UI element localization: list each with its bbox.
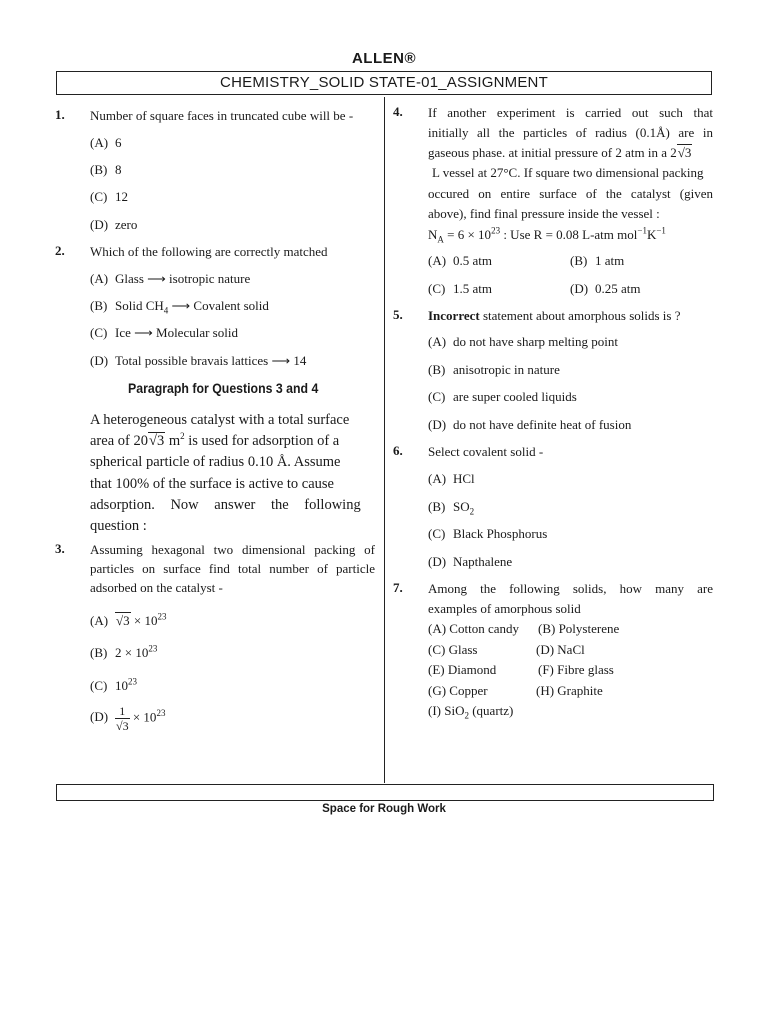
question-text: Select covalent solid - xyxy=(428,444,544,459)
question-line: above), find final pressure inside the vessel : xyxy=(428,206,660,221)
option-c: (C) are super cooled liquids xyxy=(428,389,577,404)
question-number: 5. xyxy=(393,307,403,322)
sqrt-symbol: √3 xyxy=(116,613,130,628)
question-text: Number of square faces in truncated cube will be - xyxy=(90,108,354,123)
question-line: L vessel at 27°C. If square two dimensional packing xyxy=(432,165,704,180)
option-a: (A) Glass ⟶ isotropic nature xyxy=(90,271,251,286)
question-number: 4. xyxy=(393,104,403,119)
option-b: (B) 1 atm xyxy=(570,253,625,268)
option-d: (D) Napthalene xyxy=(428,554,513,569)
fraction: $\frac{1}{√3}$ xyxy=(116,704,129,733)
option-a: (A) HCl xyxy=(428,471,475,486)
option-c: (C) 12 xyxy=(90,189,128,204)
option-b: (B) Solid $CH_4$ ⟶ Covalent solid xyxy=(90,298,269,316)
question-number: 7. xyxy=(393,580,403,595)
list-item: (H) Graphite xyxy=(536,683,603,698)
paragraph-line: question : xyxy=(90,518,147,534)
question-number: 3. xyxy=(55,541,65,556)
option-d: (D) $\frac{1}{√3}$ × $10^{23}$ xyxy=(90,704,166,733)
option-b: (B) 8 xyxy=(90,162,122,177)
option-b: (B) $2 \times 10^{23}$ xyxy=(90,643,158,660)
question-line: If another experiment is carried out such that xyxy=(428,105,713,120)
list-item: (C) Glass xyxy=(428,642,478,657)
question-text: Incorrect statement about amorphous solids is ? xyxy=(428,308,681,323)
question-line: examples of amorphous solid xyxy=(428,601,581,616)
question-line: initially all the particles of radius (0.1Å) are in xyxy=(428,125,713,140)
option-d: (D) 0.25 atm xyxy=(570,281,641,296)
option-c: (C) Black Phosphorus xyxy=(428,526,548,541)
question-number: 1. xyxy=(55,107,65,122)
option-c: (C) Ice ⟶ Molecular solid xyxy=(90,325,238,340)
option-d: (D) Total possible bravais lattices ⟶ 14 xyxy=(90,353,307,368)
list-item: (E) Diamond xyxy=(428,662,497,677)
question-line: gaseous phase. at initial pressure of 2 atm in a 2√3 xyxy=(428,145,692,160)
list-item: (A) Cotton candy xyxy=(428,621,519,636)
option-d: (D) zero xyxy=(90,217,138,232)
paragraph-line: spherical particle of radius 0.10 Å. Assume xyxy=(90,454,341,470)
question-text: Which of the following are correctly matched xyxy=(90,244,328,259)
question-text: Assuming hexagonal two dimensional packing of particles on surface find total number of particle adsorbed on the catalyst - xyxy=(90,542,375,595)
list-item: (G) Copper xyxy=(428,683,488,698)
option-a: (A) 6 xyxy=(90,135,122,150)
option-a: (A) 0.5 atm xyxy=(428,253,492,268)
list-item: (D) NaCl xyxy=(536,642,585,657)
question-number: 6. xyxy=(393,443,403,458)
option-a: (A) $√3 \times 10^{23}$ xyxy=(90,611,167,628)
option-d: (D) do not have definite heat of fusion xyxy=(428,417,632,432)
option-c: (C) $10^{23}$ xyxy=(90,676,137,693)
paragraph-line: area of 20√3 $m^2$ is used for adsorption of a xyxy=(90,431,340,449)
question-line: $N_A = 6 \times 10^{23}$ : Use R = 0.08 L-atm $mol^{-1}K^{-1}$ xyxy=(428,225,666,245)
brand-logo: ALLEN® xyxy=(351,50,417,67)
list-item: (F) Fibre glass xyxy=(538,662,614,677)
paragraph-line: adsorption. Now answer the following xyxy=(90,497,361,513)
paragraph-line: that 100% of the surface is active to cause xyxy=(90,476,334,492)
question-line: occured on entire surface of the catalyst (given xyxy=(428,186,713,201)
option-a: (A) do not have sharp melting point xyxy=(428,334,619,349)
page-title: CHEMISTRY_SOLID STATE-01_ASSIGNMENT xyxy=(56,71,712,95)
question-line: Among the following solids, how many are xyxy=(428,581,713,596)
option-b: (B) anisotropic in nature xyxy=(428,362,560,377)
sqrt-symbol: √3 xyxy=(677,145,692,160)
option-b: (B) $SO_2$ xyxy=(428,499,475,517)
list-item: (I) SiO$_2$ (quartz) xyxy=(428,703,514,721)
question-number: 2. xyxy=(55,243,65,258)
rough-work-box xyxy=(56,784,714,801)
option-c: (C) 1.5 atm xyxy=(428,281,492,296)
list-item: (B) Polysterene xyxy=(538,621,620,636)
paragraph-line: A heterogeneous catalyst with a total surface xyxy=(90,412,350,428)
sqrt-symbol: √3 xyxy=(148,433,165,449)
paragraph-heading: Paragraph for Questions 3 and 4 xyxy=(128,380,319,396)
column-divider xyxy=(384,97,385,783)
sqrt-symbol: √3 xyxy=(116,719,129,733)
footer-text: Space for Rough Work xyxy=(322,803,446,815)
